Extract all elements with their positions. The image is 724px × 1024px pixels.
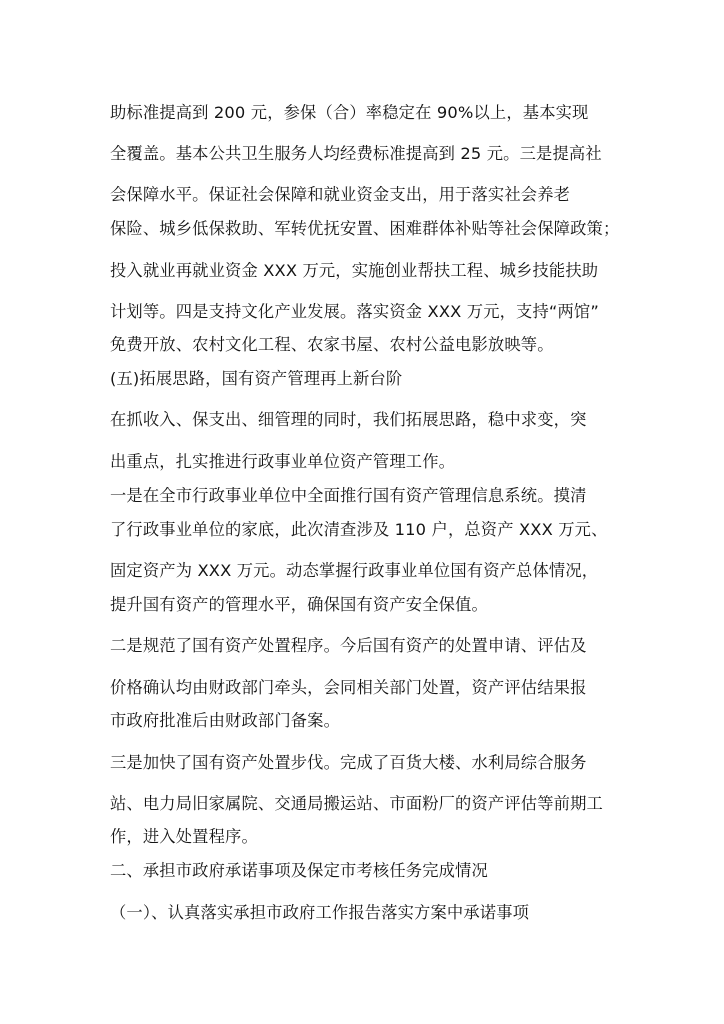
text-line: 了行政事业单位的家底，此次清查涉及 110 户，总资产 XXX 万元、 [110,520,608,539]
text-line: 固定资产为 XXX 万元。动态掌握行政事业单位国有资产总体情况， [110,561,599,580]
section-heading: (五)拓展思路，国有资产管理再上新台阶 [110,369,403,388]
text-line: 出重点，扎实推进行政事业单位资产管理工作。 [110,452,456,471]
text-line: 全覆盖。基本公共卫生服务人均经费标准提高到 25 元。三是提高社 [110,144,602,163]
text-line: 免费开放、农村文化工程、农家书屋、农村公益电影放映等。 [110,335,554,354]
text-line: 一是在全市行政事业单位中全面推行国有资产管理信息系统。摸清 [110,486,587,505]
text-line: 助标准提高到 200 元，参保（合）率稳定在 90%以上，基本实现 [110,103,589,122]
text-line: 三是加快了国有资产处置步伐。完成了百货大楼、水利局综合服务 [110,753,587,772]
text-line: 站、电力局旧家属院、交通局搬运站、市面粉厂的资产评估等前期工 [110,794,603,813]
text-line: 市政府批准后由财政部门备案。 [110,711,341,730]
text-line: 提升国有资产的管理水平，确保国有资产安全保值。 [110,595,488,614]
section-heading: （一）、认真落实承担市政府工作报告落实方案中承诺事项 [110,903,530,922]
section-heading: 二、承担市政府承诺事项及保定市考核任务完成情况 [110,861,488,880]
text-line: 价格确认均由财政部门牵头，会同相关部门处置，资产评估结果报 [110,678,587,697]
text-line: 计划等。四是支持文化产业发展。落实资金 XXX 万元，支持“两馆” [110,302,599,321]
text-line: 投入就业再就业资金 XXX 万元，实施创业帮扶工程、城乡技能扶助 [110,261,599,280]
text-line: 会保障水平。保证社会保障和就业资金支出，用于落实社会养老 [110,185,571,204]
text-line: 二是规范了国有资产处置程序。今后国有资产的处置申请、评估及 [110,636,587,655]
text-line: 保险、城乡低保救助、军转优抚安置、困难群体补贴等社会保障政策； [110,219,620,238]
text-line: 在抓收入、保支出、细管理的同时，我们拓展思路，稳中求变，突 [110,410,587,429]
text-line: 作，进入处置程序。 [110,827,258,846]
